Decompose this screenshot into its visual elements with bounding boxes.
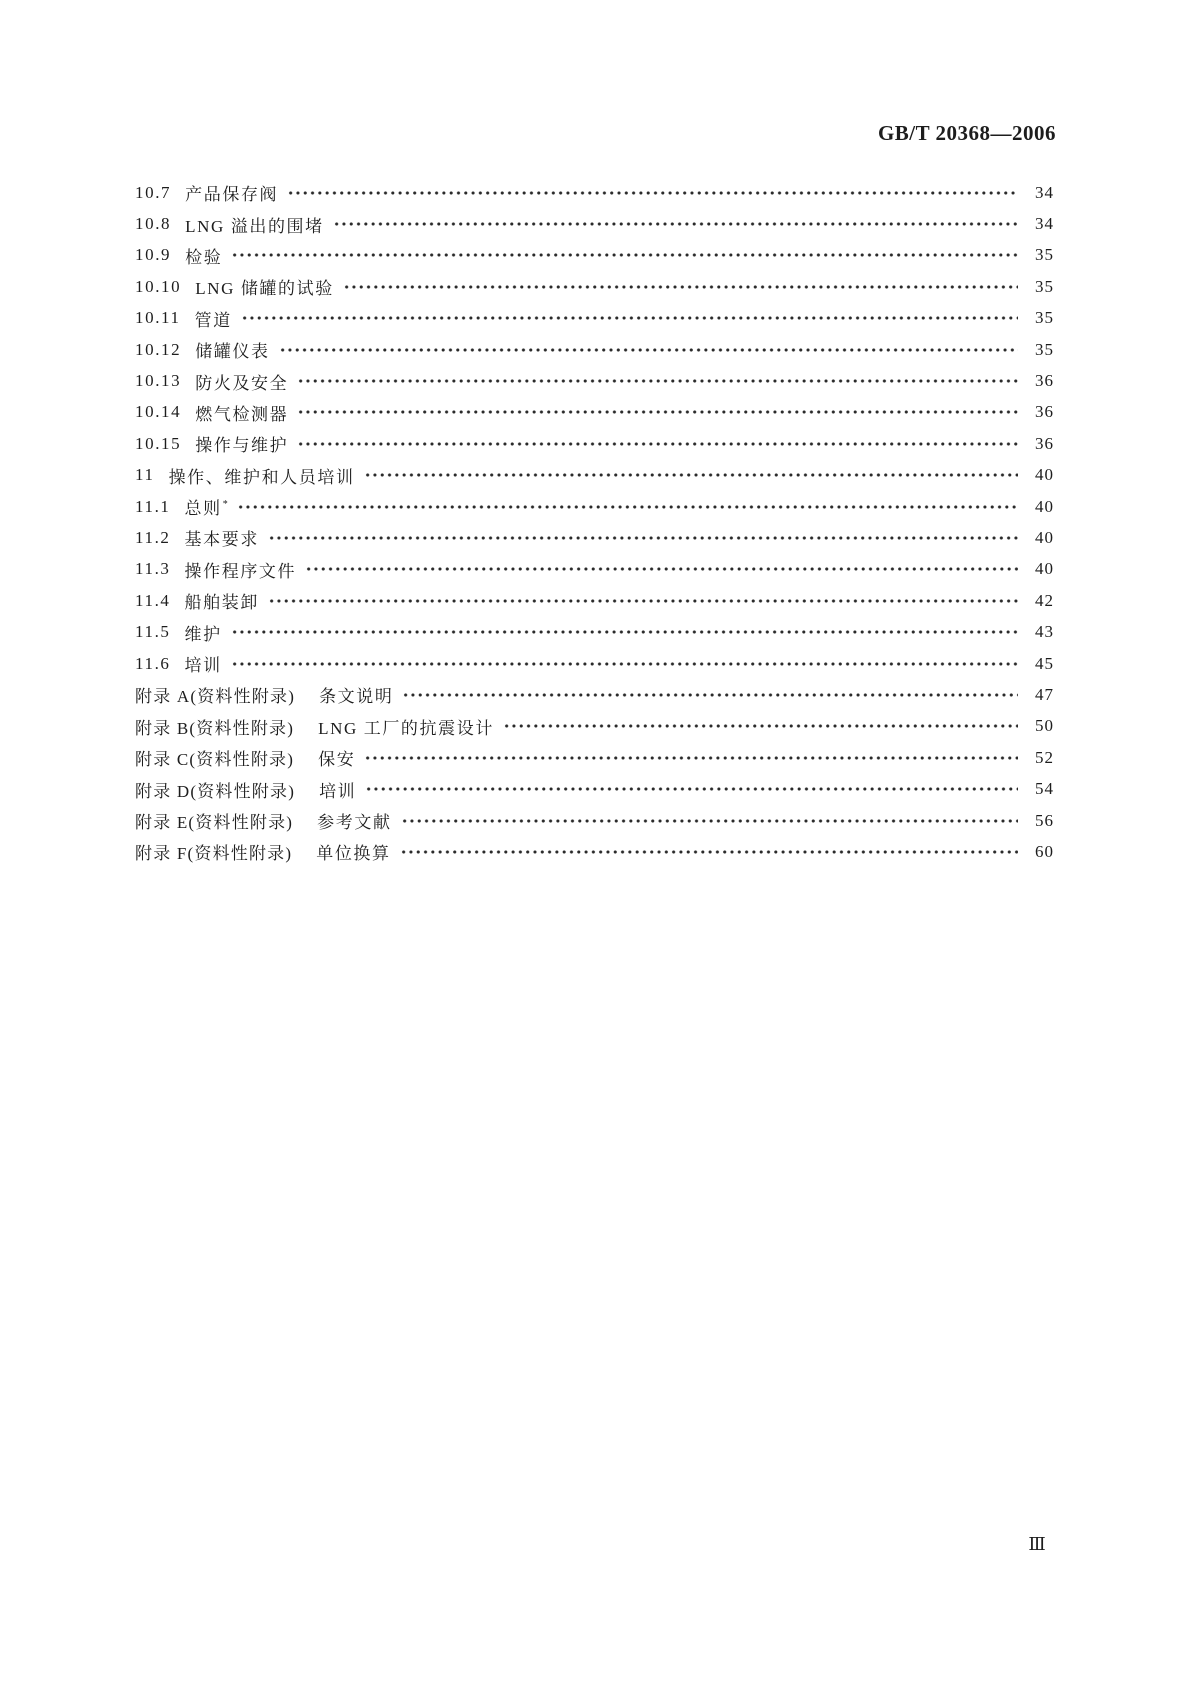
- toc-entry-title-text: 检验: [185, 247, 223, 267]
- toc-entry-number: 附录 F(资料性附录): [135, 844, 293, 864]
- toc-row: [135, 303, 1054, 334]
- dot-leader: [297, 365, 1018, 396]
- toc-entry-page-number: 54: [1035, 779, 1054, 799]
- toc-entry-title-text: 培训: [319, 781, 357, 801]
- toc-entry-number: 11.5: [135, 622, 171, 642]
- toc-entry-title: [319, 682, 393, 707]
- toc-entry-page-number: 52: [1035, 747, 1054, 767]
- dot-leader: [364, 742, 1018, 773]
- toc-entry-page-number: 42: [1035, 590, 1054, 610]
- toc-entry-page-number: 40: [1035, 496, 1054, 516]
- dot-leader: [402, 679, 1018, 710]
- toc-entry-title-text: 燃气检测器: [195, 404, 289, 424]
- toc-entry-page-number: 60: [1035, 841, 1054, 861]
- toc-row: [135, 491, 1054, 522]
- toc-entry-title-text: 船舶装卸: [184, 593, 259, 613]
- toc-entry-title-text: 保安: [318, 750, 356, 770]
- toc-entry-title-text: LNG 工厂的抗震设计: [318, 718, 494, 738]
- dot-leader: [268, 522, 1018, 553]
- toc-entry-page-number: 34: [1035, 182, 1054, 202]
- toc-entry-title-text: 管道: [194, 310, 232, 330]
- toc-entry-title: [319, 777, 356, 802]
- toc-row: [135, 679, 1054, 710]
- toc-entry-title: [185, 212, 324, 237]
- toc-entry-title-text: 条文说明: [319, 687, 394, 707]
- toc-entry-title: [185, 525, 259, 550]
- toc-entry-title-text: 操作程序文件: [184, 561, 297, 581]
- dot-leader: [364, 460, 1018, 491]
- toc-entry-title: [195, 274, 334, 299]
- toc-row: [135, 460, 1054, 491]
- toc-entry-title: [195, 337, 269, 362]
- toc-entry-title-text: 操作与维护: [195, 436, 289, 456]
- dot-leader: [333, 208, 1018, 239]
- toc-row: [135, 711, 1054, 742]
- toc-entry-page-number: 36: [1035, 433, 1054, 453]
- toc-entry-number: 10.10: [135, 276, 182, 296]
- toc-row: [135, 428, 1054, 459]
- dot-leader: [305, 554, 1018, 585]
- toc-row: [135, 648, 1054, 679]
- toc-entry-number: 10.12: [135, 339, 182, 359]
- dot-leader: [231, 240, 1018, 271]
- toc-entry-number: 10.14: [135, 402, 182, 422]
- toc-entry-title-text: LNG 储罐的试验: [195, 279, 334, 299]
- toc-entry-page-number: 40: [1035, 527, 1054, 547]
- toc-entry-title-text: 培训: [184, 656, 222, 676]
- toc-row: [135, 616, 1054, 647]
- toc-row: [135, 836, 1054, 867]
- toc-entry-title: [195, 400, 288, 425]
- toc-entry-page-number: 35: [1035, 308, 1054, 328]
- toc-entry-number: 10.11: [135, 308, 181, 328]
- toc-entry-number: 附录 A(资料性附录): [135, 687, 296, 707]
- toc-entry-title: [185, 651, 222, 676]
- toc-entry-page-number: 40: [1035, 465, 1054, 485]
- toc-row: [135, 365, 1054, 396]
- toc-entry-title-text: 单位换算: [316, 844, 391, 864]
- toc-entry-page-number: 56: [1035, 810, 1054, 830]
- dot-leader: [268, 585, 1018, 616]
- toc-entry-title-text: 防火及安全: [195, 373, 289, 393]
- toc-entry-title-text: 储罐仪表: [195, 342, 270, 362]
- toc-row: [135, 334, 1054, 365]
- toc-entry-number: 10.15: [135, 433, 182, 453]
- toc-entry-title: [169, 463, 355, 488]
- toc-entry-title: [185, 494, 228, 519]
- dot-leader: [365, 773, 1018, 804]
- toc-entry-number: 附录 C(资料性附录): [135, 750, 295, 770]
- toc-entry-page-number: 50: [1035, 716, 1054, 736]
- toc-entry-title: [185, 243, 222, 268]
- toc-entry-page-number: 34: [1035, 214, 1054, 234]
- toc-row: [135, 554, 1054, 585]
- toc-entry-title: [185, 620, 222, 645]
- toc-entry-page-number: 47: [1035, 684, 1054, 704]
- toc-entry-title-text: 参考文献: [317, 813, 392, 832]
- toc-entry-page-number: 35: [1035, 245, 1054, 265]
- dot-leader: [297, 397, 1018, 428]
- toc-entry-page-number: 45: [1035, 653, 1054, 673]
- toc-entry-number: 10.13: [135, 371, 182, 391]
- toc-entry-footnote-marker: *: [222, 499, 228, 511]
- toc-entry-title: [318, 745, 355, 770]
- toc-entry-title: [185, 588, 259, 613]
- toc-entry-title: [185, 557, 297, 582]
- toc-row: [135, 585, 1054, 616]
- toc-entry-number: 11: [135, 465, 155, 485]
- toc-entry-number: 11.4: [135, 590, 171, 610]
- toc-entry-number: 11.1: [135, 496, 171, 516]
- toc-entry-title: [185, 180, 278, 205]
- toc-entry-title: [318, 714, 494, 739]
- toc-entry-title-text: 操作、维护和人员培训: [168, 467, 355, 487]
- toc-entry-title-text: 维护: [184, 624, 222, 644]
- toc-row: [135, 773, 1054, 804]
- toc-entry-number: 10.7: [135, 182, 172, 202]
- toc-row: [135, 177, 1054, 208]
- toc-row: [135, 742, 1054, 773]
- dot-leader: [343, 271, 1018, 302]
- toc-entry-title-text: LNG 溢出的围堵: [185, 216, 324, 236]
- toc-entry-number: 11.2: [135, 527, 171, 547]
- toc-entry-number: 10.9: [135, 245, 172, 265]
- toc-entry-title: [195, 431, 288, 456]
- toc-entry-number: 附录 B(资料性附录): [135, 718, 295, 738]
- toc-entry-number: 10.8: [135, 214, 172, 234]
- toc-entry-number: 附录 D(资料性附录): [135, 781, 296, 801]
- dot-leader: [401, 805, 1018, 836]
- toc-entry-number: 11.3: [135, 559, 171, 579]
- dot-leader: [287, 177, 1018, 208]
- toc-entry-title-text: 产品保存阀: [185, 185, 279, 205]
- dot-leader: [279, 334, 1018, 365]
- toc-entry-page-number: 40: [1035, 559, 1054, 579]
- dot-leader: [297, 428, 1018, 459]
- toc-row: [135, 397, 1054, 428]
- toc-row: [135, 271, 1054, 302]
- dot-leader: [241, 303, 1018, 334]
- toc-entry-title-text: 基本要求: [184, 530, 259, 550]
- toc-entry-title: [195, 306, 232, 331]
- toc-row: [135, 208, 1054, 239]
- toc-entry-number: 11.6: [135, 653, 171, 673]
- toc-entry-title: [317, 808, 391, 833]
- toc-list: [135, 177, 1054, 868]
- toc-entry-title: [195, 369, 288, 394]
- dot-leader: [400, 836, 1018, 867]
- page-header: [0, 121, 1056, 146]
- toc-entry-page-number: 35: [1035, 276, 1054, 296]
- toc-entry-page-number: 36: [1035, 402, 1054, 422]
- page-number-footer: Ⅲ: [1028, 1534, 1046, 1554]
- toc-entry-title-text: 总则: [184, 499, 222, 519]
- standard-number: GB/T 20368—2006: [877, 121, 1056, 145]
- toc-entry-number: 附录 E(资料性附录): [135, 813, 294, 832]
- toc-entry-page-number: 43: [1035, 622, 1054, 642]
- dot-leader: [231, 616, 1018, 647]
- toc-row: [135, 522, 1054, 553]
- toc-entry-title: [316, 839, 390, 864]
- toc-row: [135, 805, 1054, 836]
- toc-entry-page-number: 35: [1035, 339, 1054, 359]
- dot-leader: [231, 648, 1018, 679]
- dot-leader: [237, 491, 1018, 522]
- toc-row: [135, 240, 1054, 271]
- toc-entry-page-number: 36: [1035, 371, 1054, 391]
- dot-leader: [503, 711, 1018, 742]
